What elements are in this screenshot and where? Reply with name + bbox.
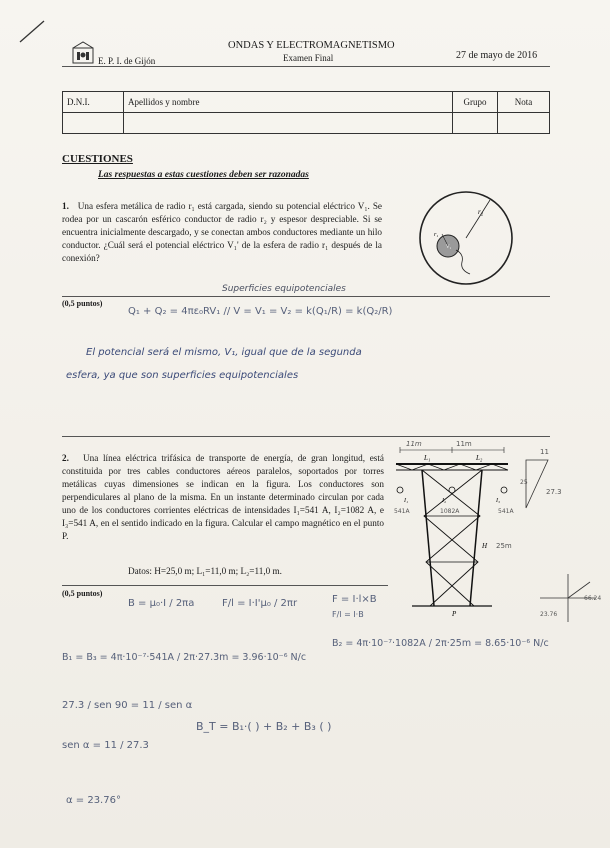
fig-tri-273: 27.3 [546,488,562,496]
fig-p: P [452,610,457,618]
course-title: ONDAS Y ELECTROMAGNETISMO [228,40,395,51]
fig-h-val: 25m [496,542,512,550]
fig-l2: L₂ [476,454,483,462]
question-2-data: Datos: H=25,0 m; L₁=11,0 m; L₂=11,0 m. [128,566,282,576]
q2-hand-b1: B₁ = B₃ = 4π·10⁻⁷·541A / 2π·27.3m = 3.96·10⁻⁶ N/c [62,652,307,663]
section-title: CUESTIONES [62,153,133,165]
school-name: E. P. I. de Gijón [98,56,156,66]
q2-hand-f4: F/l = I·B [332,610,364,619]
grade-header: Nota [498,92,550,113]
fig-l1: L₁ [424,454,431,462]
section-subtitle: Las respuestas a estas cuestiones deben ser razonadas [98,170,309,180]
university-logo-icon [70,40,96,66]
triangle-sketch [520,446,580,516]
q2-hand-bt: B_T = B₁·( ) + B₂ + B₃ ( ) [196,720,332,733]
question-1 [62,200,382,265]
pencil-mark [18,18,48,44]
fig-tri-11: 11 [540,448,549,456]
q1-points: (0,5 puntos) [62,299,103,308]
name-header: Apellidos y nombre [124,92,453,113]
fig-l2-top: 11m [456,440,472,448]
q2-hand-s2: sen α = 11 / 27.3 [62,740,149,751]
angle-sketch [532,570,602,626]
fig-label-v1: V₁ [446,245,452,250]
group-header: Grupo [453,92,498,113]
question-2 [62,452,384,543]
q1-hand-answer-2: esfera, ya que son superficies equipotenciales [66,370,299,381]
q1-hand-note: Superficies equipotenciales [222,284,346,294]
student-id-table [62,91,550,134]
q2-hand-f2: F/l = I·I'μ₀ / 2πr [222,598,298,609]
question-1-number: 1. [62,201,69,211]
tower-figure [392,436,532,620]
fig-a3: 541A [498,508,514,515]
fig-tri-25: 25 [520,479,528,486]
question-2-text: Una línea eléctrica trifásica de transporte de energía, de gran longitud, está constituida por tres cables conductores aéreos paralelos, soportados por torres metálicas cuyas dimensiones se indican en la figura. Los conductores son perpendiculares al plano de la misma. En un instante determinado circulan por cada uno de los conductores corrientes eléctricas de intensidades I₁=541 A, I₂=1082 A, e I₃=541 A, en el sentido indicado en la figura. Calcular el campo magnético en el punto P. [62,453,384,541]
q2-hand-f1: B = μ₀·I / 2πa [128,598,195,609]
q2-hand-s3: α = 23.76° [66,795,121,806]
fig-i1: I₁ [404,498,409,504]
fig-i2: I₂ [442,498,447,504]
q2-hand-s1: 27.3 / sen 90 = 11 / sen α [62,700,193,711]
fig-angle: 66.24 [584,595,602,602]
fig-a2: 1082A [440,508,460,515]
exam-title: Examen Final [283,53,334,63]
q2-hand-b2: B₂ = 4π·10⁻⁷·1082A / 2π·25m = 8.65·10⁻⁶ N/c [332,638,549,649]
q1-answer-rule [62,296,550,297]
q2-answer-rule [62,585,388,586]
group-cell[interactable] [453,113,498,134]
dni-cell[interactable] [63,113,124,134]
fig-h: H [482,542,488,550]
fig-i3: I₃ [496,498,501,504]
name-cell[interactable] [124,113,453,134]
grade-cell[interactable] [498,113,550,134]
fig-label-r1: r₁ [434,232,439,238]
header-rule [62,66,550,67]
exam-date: 27 de mayo de 2016 [456,50,538,61]
q2-points: (0,5 puntos) [62,589,103,598]
sphere-figure [408,190,526,290]
question-1-text: Una esfera metálica de radio r₁ está cargada, siendo su potencial eléctrico V₁. Se rodea por un cascarón esférico conductor de radio r₂ y espesor despreciable. Si se encuentra inicialmente descargado, y se conectan ambos conductores mediante un hilo conductor. ¿Cuál será el potencial eléctrico V₁' de la esfera de radio r₁ después de la conexión? [62,201,383,263]
q1-hand-formula: Q₁ + Q₂ = 4πε₀RV₁ // V = V₁ = V₂ = k(Q₁/R) = k(Q₂/R) [128,306,393,317]
fig-label-r2: r₂ [478,208,484,216]
fig-angle2: 23.76 [540,611,558,618]
q1-hand-answer-1: El potencial será el mismo, V₁, igual que de la segunda [86,347,362,358]
dni-header: D.N.I. [63,92,124,113]
question-2-number: 2. [62,453,69,463]
q2-hand-f3: F = I·l×B [332,594,377,605]
fig-l1-top: 11m [406,440,422,448]
fig-a1: 541A [394,508,410,515]
